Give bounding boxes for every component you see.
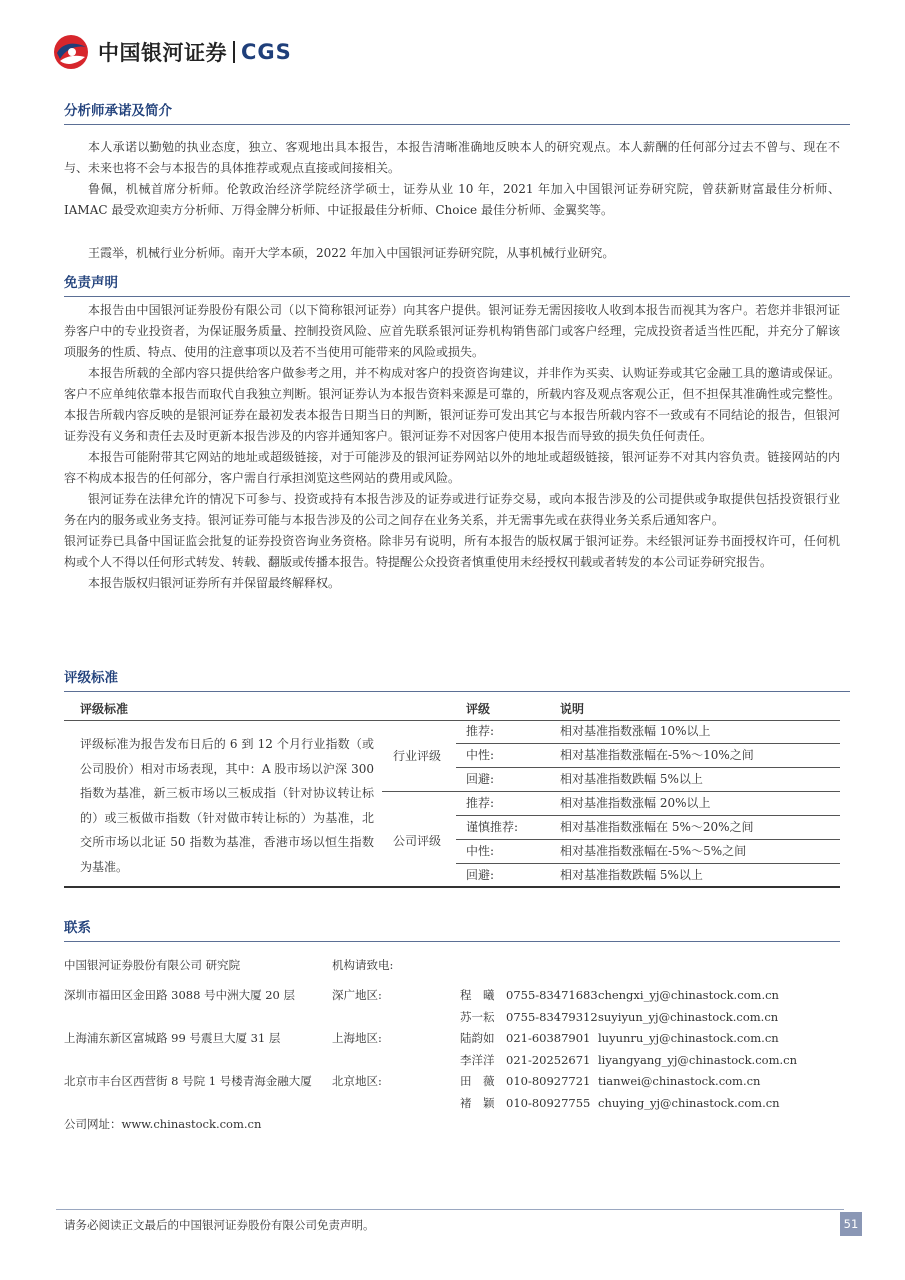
rating-desc: 相对基准指数涨幅 10%以上 xyxy=(560,724,711,738)
contact-name: 褚 颖 xyxy=(460,1096,495,1110)
analyst-bio-lupei xyxy=(64,179,840,221)
rating-desc: 相对基准指数跌幅 5%以上 xyxy=(560,772,703,786)
logo-divider xyxy=(233,41,235,63)
rating-desc: 相对基准指数涨幅在 5%～20%之间 xyxy=(560,820,754,834)
analyst-paragraph: 本人承诺以勤勉的执业态度，独立、客观地出具本报告，本报告清晰准确地反映本人的研究观点。本人薪酬的任何部分过去不曾与、现在不与、未来也将不会与本报告的具体推荐或观点直接或间接相关。 xyxy=(64,140,840,175)
disclaimer-paragraph: 银河证券在法律允许的情况下可参与、投资或持有本报告涉及的证券或进行证券交易，或向本报告涉及的公司提供或争取提供包括投资银行业务在内的服务或业务支持。银河证券可能与本报告涉及的公司之间存在业务关系，并无需事先或在获得业务关系后通知客户。 xyxy=(64,492,840,527)
contact-name: 李洋洋 xyxy=(460,1053,495,1067)
disclaimer-section-title: 免责声明 xyxy=(64,272,850,297)
analyst-paragraph: 王霞举，机械行业分析师。南开大学本硕，2022 年加入中国银河证券研究院，从事机械行业研究。 xyxy=(88,246,615,260)
logo-cn-text: 中国银河证券 xyxy=(98,41,227,65)
analyst-commitment xyxy=(64,137,840,179)
page-number: 51 xyxy=(840,1212,862,1236)
header-standard: 评级标准 xyxy=(80,702,129,716)
office-address: 上海浦东新区富城路 99 号震旦大厦 31 层 xyxy=(64,1031,281,1045)
contact-name: 田 薇 xyxy=(460,1074,495,1088)
rating-value: 中性: xyxy=(466,748,495,762)
rating-value: 推荐: xyxy=(466,796,495,810)
header-description: 说明 xyxy=(560,702,585,716)
contact-phone: 0755-83479312 xyxy=(506,1010,598,1024)
contact-email[interactable]: liyangyang_yj@chinastock.com.cn xyxy=(598,1053,797,1067)
rating-row xyxy=(456,840,840,864)
contact-email[interactable]: chuying_yj@chinastock.com.cn xyxy=(598,1096,780,1110)
contact-phone: 010-80927755 xyxy=(506,1096,591,1110)
rating-row xyxy=(456,744,840,768)
rating-row xyxy=(456,864,840,887)
rating-standard-description: 评级标准为报告发布日后的 6 到 12 个月行业指数（或公司股价）相对市场表现，其中：A 股市场以沪深 300 指数为基准，新三板市场以三板成指（针对协议转让标的）或三板做市指数（针对做市转让标的）为基准，北交所市场以北证 50 指数为基准，香港市场以恒生指数为基准。 xyxy=(80,737,374,874)
office-region: 深广地区: xyxy=(332,988,382,1002)
rating-desc: 相对基准指数涨幅在-5%～10%之间 xyxy=(560,748,754,762)
analyst-bio-wang xyxy=(64,243,840,264)
disclaimer-paragraph: 本报告由中国银河证券股份有限公司（以下简称银河证券）向其客户提供。银河证券无需因接收人收到本报告而视其为客户。若您并非银河证券客户中的专业投资者，为保证服务质量、控制投资风险、应首先联系银河证券机构销售部门或客户经理，完成投资者适当性匹配，并充分了解该项服务的性质、特点、使用的注意事项以及若不当使用可能带来的风险或损失。 xyxy=(64,303,840,359)
footer-divider xyxy=(56,1209,844,1210)
disclaimer-paragraph: 本报告版权归银河证券所有并保留最终解释权。 xyxy=(88,576,341,590)
contact-phone: 010-80927721 xyxy=(506,1074,591,1088)
logo-en-text: CGS xyxy=(241,40,292,64)
rating-desc: 相对基准指数涨幅 20%以上 xyxy=(560,796,711,810)
rating-table-header xyxy=(64,698,840,721)
rating-desc: 相对基准指数跌幅 5%以上 xyxy=(560,868,703,882)
company-logo xyxy=(52,32,292,72)
company-website[interactable]: 公司网址：www.chinastock.com.cn xyxy=(64,1117,262,1131)
contact-phone: 021-60387901 xyxy=(506,1031,591,1045)
contact-email[interactable]: luyunru_yj@chinastock.com.cn xyxy=(598,1031,779,1045)
contact-name: 苏一耘 xyxy=(460,1010,495,1024)
logo-mark-icon xyxy=(52,33,90,71)
rating-value: 回避: xyxy=(466,772,495,786)
company-rating-label: 公司评级 xyxy=(392,834,441,848)
footer-disclaimer: 请务必阅读正文最后的中国银河证券股份有限公司免责声明。 xyxy=(64,1218,375,1232)
rating-value: 推荐: xyxy=(466,724,495,738)
office-region: 北京地区: xyxy=(332,1074,382,1088)
analyst-section-title: 分析师承诺及简介 xyxy=(64,100,850,125)
office-address: 深圳市福田区金田路 3088 号中洲大厦 20 层 xyxy=(64,988,296,1002)
institution-label: 机构请致电: xyxy=(332,958,394,972)
contact-phone: 0755-83471683 xyxy=(506,988,598,1002)
contact-name: 程 曦 xyxy=(460,988,495,1002)
category-divider xyxy=(382,791,456,792)
contact-section-title: 联系 xyxy=(64,917,840,942)
contact-name: 陆韵如 xyxy=(460,1031,495,1045)
office-address: 北京市丰台区西营街 8 号院 1 号楼青海金融大厦 xyxy=(64,1074,312,1088)
contact-email[interactable]: suyiyun_yj@chinastock.com.cn xyxy=(598,1010,779,1024)
rating-row xyxy=(456,792,840,816)
rating-row xyxy=(456,768,840,792)
rating-row xyxy=(456,720,840,744)
contact-email[interactable]: chengxi_yj@chinastock.com.cn xyxy=(598,988,779,1002)
rating-value: 谨慎推荐: xyxy=(466,820,519,834)
header-rating: 评级 xyxy=(466,702,491,716)
disclaimer-paragraph: 本报告所载的全部内容只提供给客户做参考之用，并不构成对客户的投资咨询建议，并非作为买卖、认购证券或其它金融工具的邀请或保证。客户不应单纯依靠本报告而取代自我独立判断。银河证券认为本报告资料来源是可靠的，所载内容及观点客观公正，但不担保其准确性或完整性。本报告所载内容反映的是银河证券在最初发表本报告日期当日的判断，银河证券可发出其它与本报告所载内容不一致或有不同结论的报告，但银河证券没有义务和责任去及时更新本报告涉及的内容并通知客户。银河证券不对因客户使用本报告而导致的损失负任何责任。 xyxy=(64,366,840,443)
rating-row xyxy=(456,816,840,840)
rating-desc: 相对基准指数涨幅在-5%～5%之间 xyxy=(560,844,747,858)
analyst-paragraph: 鲁佩，机械首席分析师。伦敦政治经济学院经济学硕士，证券从业 10 年，2021 年加入中国银河证券研究院，曾获新财富最佳分析师、IAMAC 最受欢迎卖方分析师、万得金牌分析师、中证报最佳分析师、Choice 最佳分析师、金翼奖等。 xyxy=(64,182,840,217)
rating-section-title: 评级标准 xyxy=(64,667,850,692)
disclaimer-paragraph: 银河证券已具备中国证监会批复的证券投资咨询业务资格。除非另有说明，所有本报告的版权属于银河证券。未经银河证券书面授权许可，任何机构或个人不得以任何形式转发、转载、翻版或传播本报告。特提醒公众投资者慎重使用未经授权刊载或者转发的本公司证券研究报告。 xyxy=(64,534,840,569)
contact-phone: 021-20252671 xyxy=(506,1053,591,1067)
rating-table-bottom-rule xyxy=(64,886,840,888)
rating-value: 中性: xyxy=(466,844,495,858)
rating-table xyxy=(64,698,840,888)
company-name: 中国银河证券股份有限公司 研究院 xyxy=(64,958,241,972)
industry-rating-label: 行业评级 xyxy=(392,749,441,763)
contact-email[interactable]: tianwei@chinastock.com.cn xyxy=(598,1074,761,1088)
disclaimer-paragraph: 本报告可能附带其它网站的地址或超级链接，对于可能涉及的银河证券网站以外的地址或超级链接，银河证券不对其内容负责。链接网站的内容不构成本报告的任何部分，客户需自行承担浏览这些网站的费用或风险。 xyxy=(64,450,840,485)
rating-value: 回避: xyxy=(466,868,495,882)
disclaimer-body xyxy=(64,300,840,594)
office-region: 上海地区: xyxy=(332,1031,382,1045)
